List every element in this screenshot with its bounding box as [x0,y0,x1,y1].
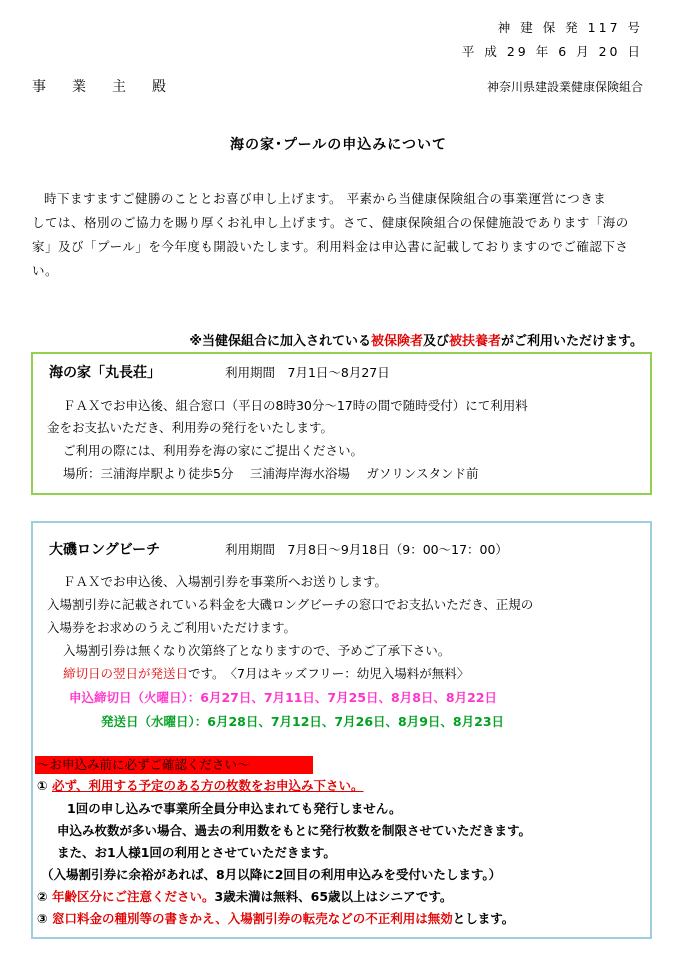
umi-no-ie-line: 金をお支払いただき、利用券の発行をいたします。 [47,420,334,435]
eligibility-insured: 被保険者 [370,334,423,349]
intro-paragraph [32,187,644,283]
oiso-line: 入場割引券は無くなり次第終了となりますので、予めご了承下さい。 [63,643,451,658]
oiso-name: 大磯ロングビーチ [49,542,161,558]
oiso-period: 利用期間 7月8日～9月18日（9：00～17：00） [225,542,508,557]
oiso-box [31,521,652,939]
eligibility-and: 及び [423,334,450,349]
sender: 神奈川県建設業健康保険組合 [486,80,643,94]
umi-no-ie-box [31,352,652,495]
notice-item-3-number: ③ [37,911,48,926]
umi-no-ie-line: ＦＡＸでお申込後、組合窓口（平日の8時30分～17時の間で随時受付）にて利用料 [63,398,528,413]
eligibility-prefix: ※当健保組合に加入されている [189,334,371,349]
notice-item-3 [37,909,514,927]
eligibility-suffix: がご利用いただけます。 [501,334,643,349]
notice-item-1-sub: （入場割引券に余裕があれば、8月以降に2回目の利用申込みを受付いたします。） [41,867,502,882]
deadline-note-red: 締切日の翌日が発送日 [63,666,189,681]
notice-item-2-number: ② [37,889,48,904]
intro-line: 時下ますますご健勝のこととお喜び申し上げます。 平素から当健康保険組合の事業運営につきま [44,191,607,206]
notice-item-1-text: 必ず、利用する予定のある方の枚数をお申込み下さい。 [51,778,364,793]
umi-no-ie-name: 海の家「丸長荘」 [49,365,161,381]
oiso-line: ＦＡＸでお申込後、入場割引券を事業所へお送りします。 [63,574,388,589]
page-title: 海の家･プールの申込みについて [229,137,448,153]
deadline-note-rest: です。 〈7月はキッズフリー：幼児入場料が無料〉 [188,666,470,681]
notice-item-1-sub: 1回の申し込みで事業所全員分申込まれても発行しません。 [67,801,402,816]
oiso-line: 入場割引券に記載されている料金を大磯ロングビーチの窓口でお支払いただき、正規の [47,597,534,612]
intro-line: い。 [32,263,59,278]
intro-line: しては、格別のご協力を賜り厚くお礼申し上げます。さて、健康保険組合の保健施設であります「海の [32,215,629,230]
intro-line: 家」及び「プール」を今年度も開設いたします。利用料金は申込書に記載しておりますのでご確認下さ [32,239,629,254]
notice-item-1-sub: また、お1人様1回の利用とさせていただきます。 [57,845,336,860]
document-number: 神 建 保 発 117 号 [497,20,643,35]
notice-item-1 [37,776,363,794]
oiso-line: 入場券をお求めのうえご利用いただけます。 [47,620,297,635]
notice-item-2 [37,887,452,905]
eligibility-note [189,330,643,349]
notice-item-1-sub: 申込み枚数が多い場合、過去の利用数をもとに発行枚数を制限させていただきます。 [57,823,532,838]
notice-item-1-number: ① [37,778,48,793]
notice-item-2-rest: 3歳未満は無料、65歳以上はシニアです。 [214,889,453,904]
notice-item-2-red: 年齢区分にご注意ください。 [51,889,215,904]
notice-item-3-rest: とします。 [452,911,515,926]
notice-item-3-red: 窓口料金の種別等の書きかえ、入場割引券の転売などの不正利用は無効 [51,911,453,926]
notice-header: ～お申込み前に必ずご確認ください～ [35,756,313,774]
recipient: 事 業 主 殿 [32,79,172,95]
eligibility-dependents: 被扶養者 [449,334,502,349]
umi-no-ie-line: ご利用の際には、利用券を海の家にご提出ください。 [63,443,364,458]
oiso-deadline-note [63,664,469,682]
umi-no-ie-location: 場所：三浦海岸駅より徒歩5分 三浦海岸海水浴場 ガソリンスタンド前 [63,466,479,481]
umi-no-ie-period: 利用期間 7月1日～8月27日 [225,365,390,380]
shipping-dates: 発送日（水曜日）：6月28日、7月12日、7月26日、8月9日、8月23日 [101,714,505,729]
document-date: 平 成 29 年 6 月 20 日 [461,44,643,59]
deadline-dates: 申込締切日（火曜日）：6月27日、7月11日、7月25日、8月8日、8月22日 [69,690,498,705]
